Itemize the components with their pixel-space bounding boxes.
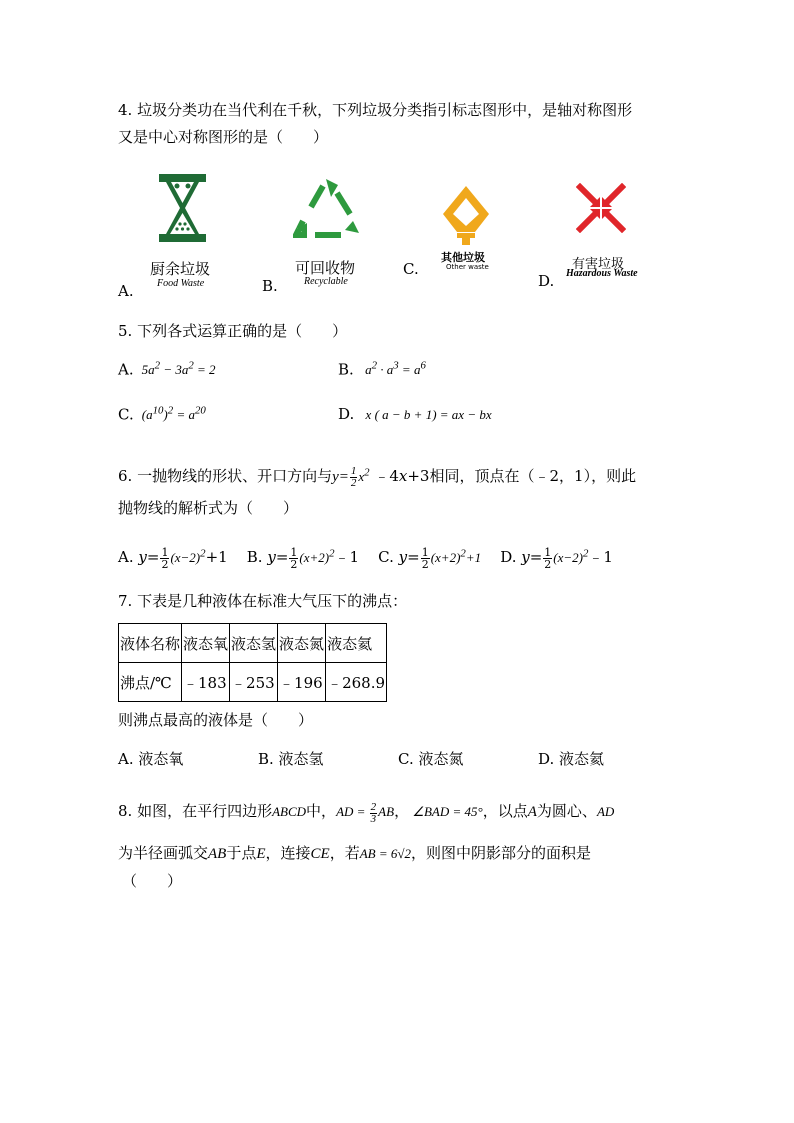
q6-options: [118, 546, 613, 570]
recycle-en: Recyclable: [304, 276, 348, 287]
food-waste-logo: [155, 172, 210, 244]
boiling-point-table: [118, 623, 387, 702]
q8-line1: [118, 800, 614, 825]
q4-option-d: D.: [538, 272, 555, 290]
q5-d-formula: x ( a − b + 1) = ax − bx: [359, 407, 492, 422]
q5-a-letter: A.: [118, 360, 134, 379]
q8-abcd: ABCD: [272, 804, 307, 819]
hazardous-waste-label: 有害垃圾: [572, 257, 625, 272]
q8-line2: [118, 842, 591, 863]
q6-stem-prefix: 6. 一抛物线的形状、开口方向与: [118, 467, 333, 485]
q8-l2c: ，连接: [265, 844, 311, 862]
q4-option-b: B.: [262, 277, 278, 295]
q8-p4: ，以点: [482, 802, 528, 820]
q6-stem-line2: 抛物线的解析式为（ ）: [118, 499, 299, 517]
table-cell: 液态氢: [230, 624, 278, 663]
q4-stem-line1: 4. 垃圾分类功在当代利在千秋，下列垃圾分类指引标志图形中，是轴对称图形: [118, 101, 633, 119]
q8-point-e: E: [256, 846, 266, 862]
table-row: [119, 663, 387, 702]
table-cell: ﹣268.9: [326, 663, 387, 702]
q5-b-letter: B.: [338, 360, 354, 379]
q8-l2b: 于点: [226, 844, 257, 862]
q5-option-a: [118, 360, 216, 378]
table-cell: 液态氦: [326, 624, 387, 663]
table-cell: 液体名称: [119, 624, 182, 663]
q7-stem: 7. 下表是几种液体在标准大气压下的沸点：: [118, 592, 408, 610]
q8-l2d: ，若: [329, 844, 360, 862]
q8-l2a: 为半径画弧交: [118, 844, 209, 862]
q5-c-formula: $(a^{10})^2 = a^{20}$: [138, 405, 206, 423]
table-cell: ﹣253: [230, 663, 278, 702]
q8-ad: AD: [596, 804, 615, 819]
q6-option-b: B. y= $\frac{1}{2}$ $(x+2)^2﹣1$: [246, 545, 374, 571]
table-header-row: [119, 624, 387, 663]
table-cell: 液态氧: [182, 624, 230, 663]
q5-c-letter: C.: [118, 405, 134, 424]
q5-stem: 5. 下列各式运算正确的是（ ）: [118, 322, 348, 340]
hazardous-waste-logo: [576, 183, 626, 233]
q4-stem-line2: 又是中心对称图形的是（ ）: [118, 128, 329, 146]
q8-ce: CE: [310, 846, 330, 862]
q8-p2: 中，: [306, 802, 337, 820]
food-waste-label: 厨余垃圾: [150, 260, 211, 278]
q7-option-d: D. 液态氦: [538, 750, 605, 768]
table-cell: 沸点/℃: [119, 663, 182, 702]
recycle-logo: [293, 177, 363, 241]
q4-option-c: C.: [403, 260, 419, 278]
q8-l2e: ，则图中阴影部分的面积是: [411, 844, 592, 862]
q7-option-c: C. 液态氮: [398, 750, 464, 768]
q6-stem-line1: [118, 465, 636, 489]
recycle-label: 可回收物: [295, 259, 356, 277]
hazardous-waste-en: Hazardous Waste: [566, 268, 638, 279]
table-cell: 液态氮: [278, 624, 326, 663]
q6-option-c: C. y= $\frac{1}{2}$ $(x+2)^2+1$: [378, 545, 482, 571]
other-waste-en: Other waste: [446, 263, 489, 271]
q5-d-letter: D.: [338, 405, 355, 423]
q8-point-a: A: [527, 804, 537, 820]
q6-stem-suffix: 相同，顶点在（﹣2，1），则此: [429, 467, 637, 485]
q4-option-a: A.: [118, 282, 134, 300]
table-cell: ﹣183: [182, 663, 230, 702]
table-cell: ﹣196: [278, 663, 326, 702]
food-waste-en: Food Waste: [157, 278, 205, 289]
q8-ad-formula: AD = $\frac{2}{3}$ AB: [336, 800, 395, 825]
q5-option-d: [338, 405, 492, 423]
q5-a-formula: $5a^2 - 3a^2 = 2$: [138, 360, 216, 378]
q7-option-a: A. 液态氧: [118, 750, 184, 768]
q8-ab: AB: [208, 846, 227, 862]
q7-option-b: B. 液态氢: [258, 750, 324, 768]
q8-line3: （ ）: [122, 872, 183, 890]
q7-question: 则沸点最高的液体是（ ）: [118, 711, 314, 729]
q5-option-b: [338, 360, 426, 378]
q6-option-d: D. y= $\frac{1}{2}$ $(x-2)^2﹣1$: [500, 545, 613, 571]
q5-option-c: [118, 405, 206, 423]
q8-p5: 为圆心、: [536, 802, 597, 820]
q6-ref-formula: y= $\frac{1}{2}$ $x^2$: [332, 465, 370, 490]
q6-ref-formula-tail: ﹣4x+3: [369, 467, 430, 485]
other-waste-logo: [441, 186, 491, 246]
other-waste-label: 其他垃圾: [441, 251, 485, 264]
q6-option-a: A. y= $\frac{1}{2}$ $(x-2)^2+1$: [118, 545, 242, 571]
q8-p1: 8. 如图，在平行四边形: [118, 802, 273, 820]
q8-angle-formula: ∠BAD = 45°: [409, 804, 483, 819]
q8-p3: ，: [394, 802, 410, 820]
q5-b-formula: $a^2 \cdot a^3 = a^6$: [358, 360, 426, 378]
q8-ab-value: AB = 6√2: [359, 846, 412, 861]
